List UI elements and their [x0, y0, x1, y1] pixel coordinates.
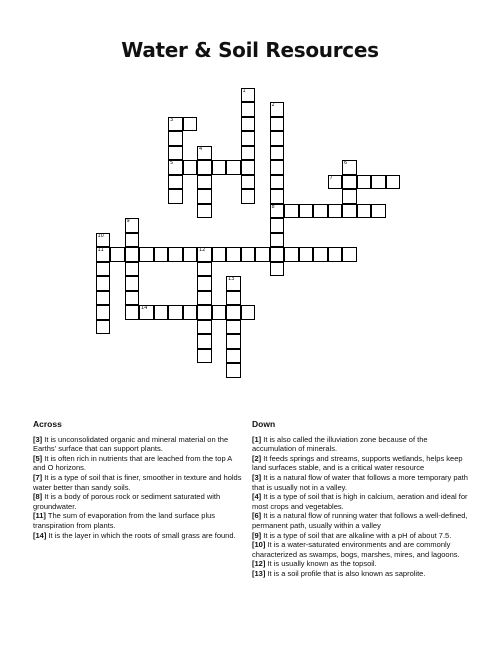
- grid-cell[interactable]: [270, 131, 285, 146]
- clue-text: It is usually known as the topsoil.: [267, 559, 377, 569]
- clue-label: [10]: [252, 540, 266, 550]
- grid-cell[interactable]: [270, 233, 285, 248]
- grid-cell[interactable]: [270, 247, 285, 262]
- down-heading: Down: [252, 419, 276, 429]
- grid-cell[interactable]: [125, 305, 140, 320]
- grid-cell[interactable]: [342, 160, 357, 175]
- clue-label: [12]: [252, 559, 266, 569]
- clue-item: [33, 492, 243, 511]
- clue-text: It is a body of porous rock or sediment saturated with groundwater.: [33, 492, 221, 511]
- grid-cell[interactable]: [168, 189, 183, 204]
- clue-item: [33, 454, 243, 473]
- grid-cell[interactable]: [241, 247, 256, 262]
- grid-cell[interactable]: [197, 247, 212, 262]
- grid-cell[interactable]: [241, 305, 256, 320]
- grid-cell[interactable]: [270, 262, 285, 277]
- grid-cell[interactable]: [270, 160, 285, 175]
- clue-text: The sum of evaporation from the land surface plus transpiration from plants.: [33, 511, 216, 530]
- grid-cell[interactable]: [125, 262, 140, 277]
- grid-cell[interactable]: [212, 305, 227, 320]
- clue-item: [33, 473, 243, 492]
- grid-cell[interactable]: [299, 204, 314, 219]
- clue-label: [9]: [252, 530, 262, 540]
- clue-item: [252, 559, 470, 569]
- clue-label: [1]: [252, 434, 262, 444]
- grid-cell[interactable]: [168, 247, 183, 262]
- grid-cell[interactable]: [212, 160, 227, 175]
- grid-cell[interactable]: [139, 247, 154, 262]
- grid-cell[interactable]: [241, 160, 256, 175]
- grid-cell[interactable]: [342, 247, 357, 262]
- grid-cell[interactable]: [313, 247, 328, 262]
- grid-cell[interactable]: [342, 175, 357, 190]
- clue-text: It is unconsolidated organic and mineral material on the Earths' surface that can support plants.: [33, 434, 229, 454]
- clue-item: [252, 531, 470, 541]
- grid-cell[interactable]: [96, 233, 111, 248]
- clue-item: [252, 569, 470, 579]
- clue-item: [33, 435, 243, 454]
- puzzle-title: Water & Soil Resources: [121, 38, 379, 62]
- grid-cell[interactable]: [270, 204, 285, 219]
- grid-cell[interactable]: [226, 334, 241, 349]
- grid-cell[interactable]: [270, 117, 285, 132]
- grid-cell[interactable]: [241, 117, 256, 132]
- grid-cell[interactable]: [139, 305, 154, 320]
- grid-cell[interactable]: [342, 204, 357, 219]
- clue-label: [4]: [252, 492, 262, 502]
- grid-cell[interactable]: [270, 146, 285, 161]
- grid-cell[interactable]: [270, 218, 285, 233]
- grid-cell[interactable]: [125, 276, 140, 291]
- clue-label: [3]: [33, 434, 43, 444]
- grid-cell[interactable]: [197, 291, 212, 306]
- clue-number: 11: [97, 247, 104, 253]
- grid-cell[interactable]: [241, 175, 256, 190]
- clue-item: [252, 454, 470, 473]
- across-clues: [33, 420, 243, 540]
- grid-cell[interactable]: [125, 233, 140, 248]
- grid-cell[interactable]: [197, 204, 212, 219]
- grid-cell[interactable]: [96, 320, 111, 335]
- clue-number: 2: [271, 102, 275, 108]
- clue-item: [252, 540, 470, 559]
- grid-cell[interactable]: [241, 189, 256, 204]
- grid-cell[interactable]: [125, 291, 140, 306]
- clue-item: [252, 473, 470, 492]
- grid-cell[interactable]: [284, 247, 299, 262]
- clue-label: [14]: [33, 530, 47, 540]
- clue-label: [6]: [252, 511, 262, 521]
- grid-cell[interactable]: [226, 305, 241, 320]
- clue-number: 4: [199, 145, 203, 152]
- grid-cell[interactable]: [299, 247, 314, 262]
- clue-text: It is a type of soil that is high in calcium, aeration and ideal for most crops and vegetables.: [252, 492, 468, 511]
- clue-number: 1: [242, 87, 246, 94]
- clue-label: [5]: [33, 453, 43, 463]
- grid-cell[interactable]: [342, 189, 357, 204]
- clue-label: [13]: [252, 568, 266, 578]
- grid-cell[interactable]: [328, 204, 343, 219]
- grid-cell[interactable]: [226, 276, 241, 291]
- clue-label: [2]: [252, 453, 262, 463]
- grid-cell[interactable]: [197, 160, 212, 175]
- grid-cell[interactable]: [270, 102, 285, 117]
- grid-cell[interactable]: [110, 247, 125, 262]
- grid-cell[interactable]: [197, 189, 212, 204]
- grid-cell[interactable]: [313, 204, 328, 219]
- clue-number: 5: [170, 160, 174, 166]
- clue-number: 9: [126, 218, 130, 224]
- grid-cell[interactable]: [226, 247, 241, 262]
- grid-cell[interactable]: [168, 131, 183, 146]
- grid-cell[interactable]: [168, 117, 183, 132]
- grid-cell[interactable]: [197, 349, 212, 364]
- clue-number: 8: [271, 203, 275, 210]
- grid-cell[interactable]: [168, 305, 183, 320]
- down-clues: [252, 420, 470, 579]
- clue-number: 3: [170, 116, 174, 123]
- across-heading: Across: [33, 419, 62, 429]
- grid-cell[interactable]: [154, 305, 169, 320]
- clue-number: 10: [97, 232, 104, 239]
- grid-cell[interactable]: [168, 146, 183, 161]
- clue-item: [252, 511, 470, 530]
- grid-cell[interactable]: [197, 175, 212, 190]
- grid-cell[interactable]: [96, 247, 111, 262]
- grid-cell[interactable]: [154, 247, 169, 262]
- clue-number: 6: [344, 160, 348, 166]
- grid-cell[interactable]: [197, 262, 212, 277]
- clue-number: 14: [141, 305, 148, 311]
- grid-cell[interactable]: [183, 117, 198, 132]
- grid-cell[interactable]: [328, 247, 343, 262]
- clue-number: 7: [329, 174, 333, 181]
- grid-cell[interactable]: [357, 204, 372, 219]
- grid-cell[interactable]: [226, 320, 241, 335]
- clue-text: It is a natural flow of water that follows a more temporary path that is usually not in a valley.: [252, 472, 468, 492]
- clue-label: [3]: [252, 472, 262, 482]
- grid-cell[interactable]: [328, 175, 343, 190]
- grid-cell[interactable]: [125, 247, 140, 262]
- clue-label: [11]: [33, 511, 46, 521]
- grid-cell[interactable]: [197, 276, 212, 291]
- grid-cell[interactable]: [284, 204, 299, 219]
- down-clue-list: [252, 435, 470, 579]
- clue-text: It is a soil profile that is also known as saprolite.: [267, 568, 426, 578]
- clue-label: [8]: [33, 492, 43, 502]
- clue-number: 13: [228, 276, 235, 282]
- grid-cell[interactable]: [197, 305, 212, 320]
- grid-cell[interactable]: [226, 363, 241, 378]
- grid-cell[interactable]: [241, 102, 256, 117]
- grid-cell[interactable]: [357, 175, 372, 190]
- grid-cell[interactable]: [241, 88, 256, 103]
- clue-text: It is a type of soil that is finer, smoother in texture and holds water better than sandy soils.: [33, 472, 242, 492]
- grid-cell[interactable]: [226, 160, 241, 175]
- grid-cell[interactable]: [96, 291, 111, 306]
- clue-text: It is often rich in nutrients that are leached from the top A and O horizons.: [33, 453, 232, 473]
- grid-cell[interactable]: [212, 247, 227, 262]
- grid-cell[interactable]: [226, 291, 241, 306]
- clue-number: 12: [199, 247, 206, 253]
- grid-cell[interactable]: [255, 247, 270, 262]
- grid-cell[interactable]: [197, 146, 212, 161]
- grid-cell[interactable]: [270, 175, 285, 190]
- clue-text: It is the layer in which the roots of small grass are found.: [48, 530, 236, 540]
- clue-text: It is a natural flow of running water that follows a well-defined, permanent path, usually within a valley: [252, 511, 468, 530]
- grid-cell[interactable]: [241, 146, 256, 161]
- clue-item: [33, 531, 243, 541]
- grid-cell[interactable]: [371, 175, 386, 190]
- grid-cell[interactable]: [183, 247, 198, 262]
- clue-item: [33, 511, 243, 530]
- clue-label: [7]: [33, 472, 43, 482]
- grid-cell[interactable]: [168, 175, 183, 190]
- grid-cell[interactable]: [96, 305, 111, 320]
- grid-cell[interactable]: [226, 349, 241, 364]
- grid-cell[interactable]: [183, 160, 198, 175]
- grid-cell[interactable]: [96, 276, 111, 291]
- grid-cell[interactable]: [197, 320, 212, 335]
- clue-item: [252, 492, 470, 511]
- clue-item: [252, 435, 470, 454]
- grid-cell[interactable]: [197, 334, 212, 349]
- clue-text: It feeds springs and streams, supports wetlands, helps keep land surfaces stable, and is a critical water resource: [252, 453, 463, 473]
- grid-cell[interactable]: [241, 131, 256, 146]
- grid-cell[interactable]: [386, 175, 401, 190]
- across-clue-list: [33, 435, 243, 541]
- grid-cell[interactable]: [168, 160, 183, 175]
- grid-cell[interactable]: [125, 218, 140, 233]
- clue-text: It is a water-saturated environments and are commonly characterized as swamps, bogs, marshes, mires, and lagoons.: [252, 540, 460, 559]
- clue-text: It is a type of soil that are alkaline with a pH of about 7.5.: [263, 530, 452, 540]
- clue-text: It is also called the illuviation zone because of the accumulation of minerals.: [252, 434, 428, 454]
- grid-cell[interactable]: [96, 262, 111, 277]
- grid-cell[interactable]: [270, 189, 285, 204]
- grid-cell[interactable]: [183, 305, 198, 320]
- grid-cell[interactable]: [371, 204, 386, 219]
